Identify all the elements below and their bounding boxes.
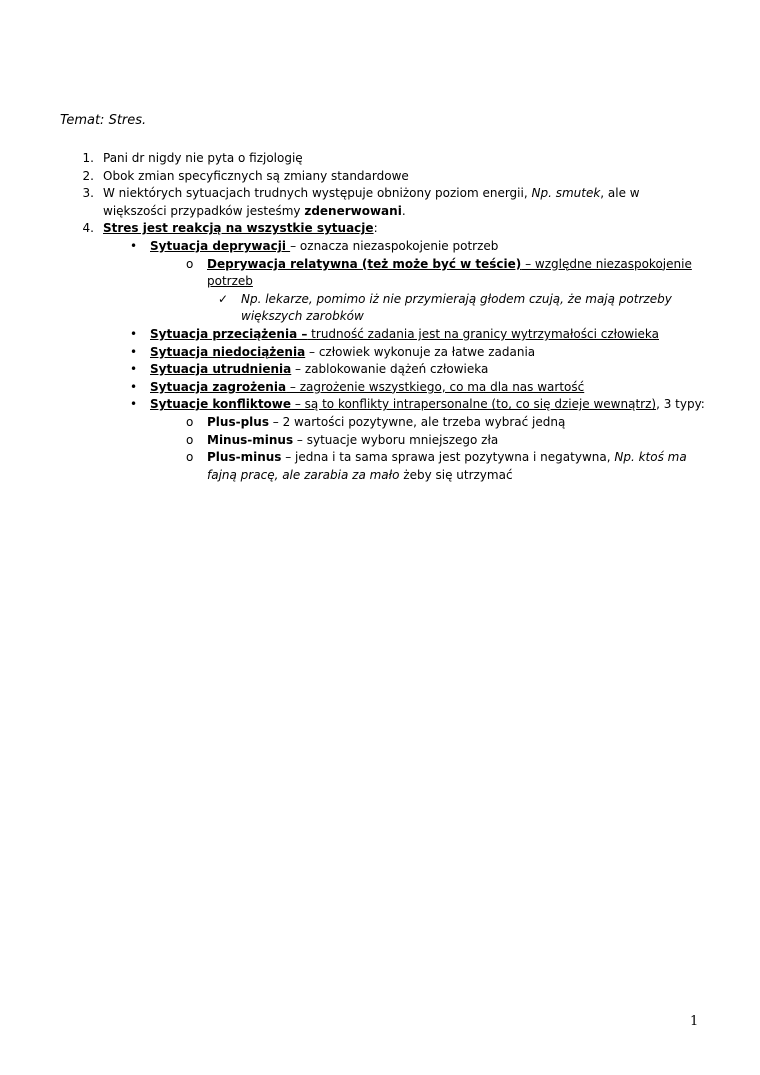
item-number: 2. <box>82 168 94 183</box>
list-item-1 <box>0 150 760 168</box>
list-item-4 <box>0 220 760 238</box>
term: Sytuacje konfliktowe <box>150 397 292 412</box>
sub-item-niedociazenia <box>0 344 760 362</box>
item-text: . <box>401 203 406 218</box>
item-text: Pani dr nigdy nie pyta o fizjologię <box>103 151 303 165</box>
term: Sytuacja utrudnienia <box>150 362 292 377</box>
description: – człowiek wykonuje za łatwe zadania <box>305 344 536 359</box>
sub-sub-item-relatywna <box>0 256 760 291</box>
bullet-icon: • <box>130 238 138 253</box>
list-item-3 <box>0 185 760 220</box>
page-title: Temat: Stres. <box>60 113 147 128</box>
description-tail: żeby się utrzymać <box>399 467 513 482</box>
item-emphasis: zdenerwowani <box>304 203 402 218</box>
notes-list <box>0 150 760 484</box>
bullet-icon: • <box>130 344 138 359</box>
sub-sub-item-minus-minus <box>0 432 760 450</box>
item-text: Obok zmian specyficznych są zmiany standardowe <box>103 168 409 183</box>
term: Deprywacja relatywna (też może być w teście) <box>207 256 522 271</box>
sub-item-utrudnienia <box>0 361 760 379</box>
sub-item-konfliktowe <box>0 396 760 414</box>
item-number: 1. <box>82 151 94 165</box>
sub-item-przeciazenia <box>0 326 760 344</box>
bullet-icon: • <box>130 362 138 377</box>
description-tail: , 3 typy: <box>656 397 705 412</box>
description: – zagrożenie wszystkiego, co ma dla nas wartość <box>286 379 585 394</box>
description: trudność zadania jest na granicy wytrzymałości człowieka <box>307 326 660 341</box>
term: Plus-plus <box>207 414 269 429</box>
term: Plus-minus <box>207 450 282 465</box>
example-text: Np. lekarze, pomimo iż nie przymierają głodem czują, że mają potrzeby większych zarobków <box>241 291 672 324</box>
bullet-icon: • <box>130 379 138 394</box>
circle-bullet-icon: o <box>186 256 194 271</box>
page-number: 1 <box>690 1014 699 1029</box>
description: – sytuacje wyboru mniejszego zła <box>293 432 499 447</box>
item-text: W niektórych sytuacjach trudnych występuje obniżony poziom energii, <box>103 186 532 201</box>
term: Minus-minus <box>207 432 294 447</box>
example-text: Np. ktoś ma fajną pracę, ale zarabia za mało <box>207 450 687 482</box>
term: Sytuacja zagrożenia <box>150 379 287 394</box>
description: – względne niezaspokojenie potrzeb <box>207 256 692 289</box>
term: Sytuacja niedociążenia <box>150 344 306 359</box>
bullet-icon: • <box>130 397 138 412</box>
sub-item-zagrozenia <box>0 379 760 397</box>
checkmark-icon: ✓ <box>218 291 229 306</box>
description: – zablokowanie dążeń człowieka <box>291 362 489 377</box>
item-example: Np. smutek <box>531 186 601 201</box>
example-item <box>0 291 760 326</box>
item-text: , ale w większości przypadków jesteśmy <box>103 186 640 218</box>
bullet-icon: • <box>130 326 138 341</box>
item-number: 4. <box>82 221 94 236</box>
sub-item-deprywacja <box>0 238 760 256</box>
term: Sytuacja deprywacji <box>150 238 291 253</box>
item-number: 3. <box>82 186 94 201</box>
item-text: : <box>373 221 378 236</box>
description: – 2 wartości pozytywne, ale trzeba wybrać jedną <box>268 414 566 429</box>
circle-bullet-icon: o <box>186 432 194 447</box>
description: – są to konflikty intrapersonalne (to, co się dzieje wewnątrz) <box>291 397 657 412</box>
circle-bullet-icon: o <box>186 414 194 429</box>
sub-sub-item-plus-minus <box>0 449 760 484</box>
sub-sub-item-plus-plus <box>0 414 760 432</box>
list-item-2 <box>0 168 760 186</box>
item-heading: Stres jest reakcją na wszystkie sytuacje <box>103 221 374 236</box>
description: – jedna i ta sama sprawa jest pozytywna i negatywna, <box>281 450 615 465</box>
term: Sytuacja przeciążenia – <box>150 326 308 341</box>
description: – oznacza niezaspokojenie potrzeb <box>290 238 499 253</box>
circle-bullet-icon: o <box>186 450 194 465</box>
